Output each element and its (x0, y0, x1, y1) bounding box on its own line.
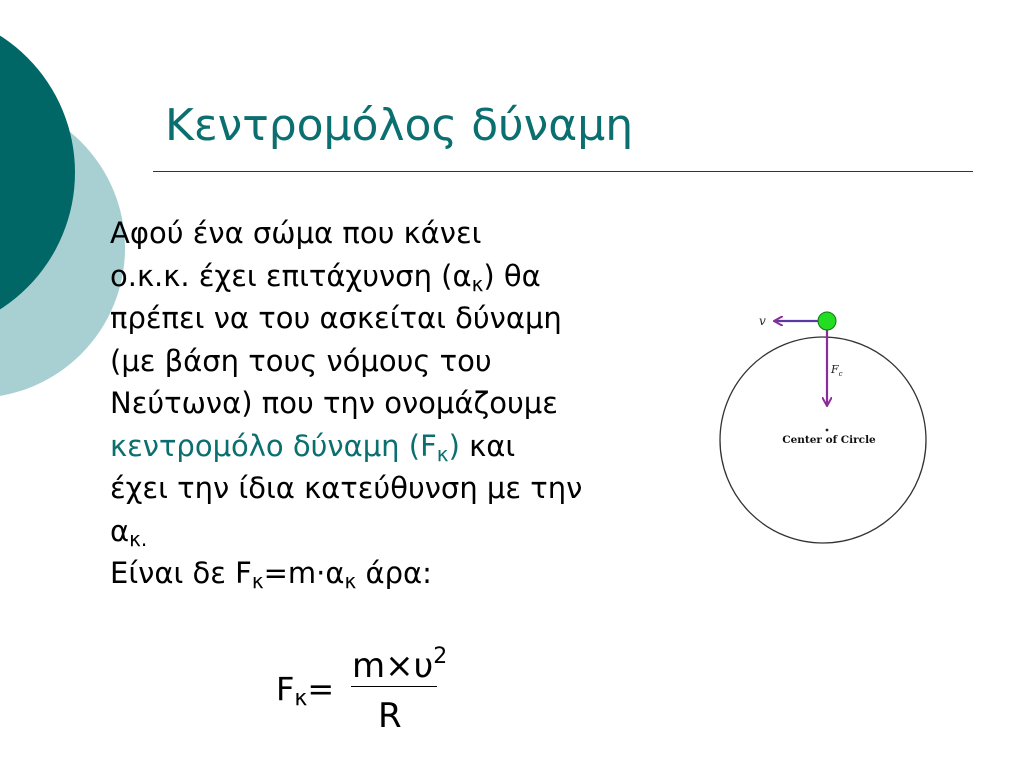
centripetal-force-formula (276, 640, 456, 740)
formula-lhs: $F_\kappa=$ (276, 670, 335, 711)
moving-body-ball (818, 312, 836, 330)
velocity-label: v (759, 314, 766, 328)
body-line: πρέπει να του ασκείται δύναμη (110, 301, 562, 335)
body-line: κεντρομόλο δύναμη $(F_\kappa)$ και (110, 428, 516, 466)
formula-denominator: R (378, 696, 402, 736)
body-line: Είναι δε $F_\kappa=m\cdot\alpha_\kappa$ άρα: (110, 556, 432, 593)
circular-motion-diagram (718, 307, 934, 545)
body-line: Νεύτωνα) που την ονομάζουμε (110, 386, 558, 420)
center-of-circle-label: Center of Circle (782, 434, 876, 446)
formula-numerator: $m\times\upsilon^2$ (352, 644, 448, 686)
highlighted-term: κεντρομόλο δύναμη $(F_\kappa)$ (110, 428, 460, 466)
center-point (826, 429, 829, 432)
slide-body-text (110, 212, 700, 595)
body-line: έχει την ίδια κατεύθυνση με την (110, 471, 583, 505)
force-label: $F_c$ (831, 363, 843, 378)
body-line: (με βάση τους νόμους του (110, 343, 492, 378)
fraction-bar (351, 686, 437, 687)
title-divider (153, 171, 973, 172)
body-line: ο.κ.κ. έχει επιτάχυνση $(\alpha_\kappa)$ θα (110, 258, 541, 296)
slide-title: Κεντρομόλος δύναμη (165, 100, 634, 151)
body-line: Αφού ένα σώμα που κάνει (110, 216, 482, 250)
body-line: $\alpha_{\kappa.}$ (110, 513, 148, 551)
